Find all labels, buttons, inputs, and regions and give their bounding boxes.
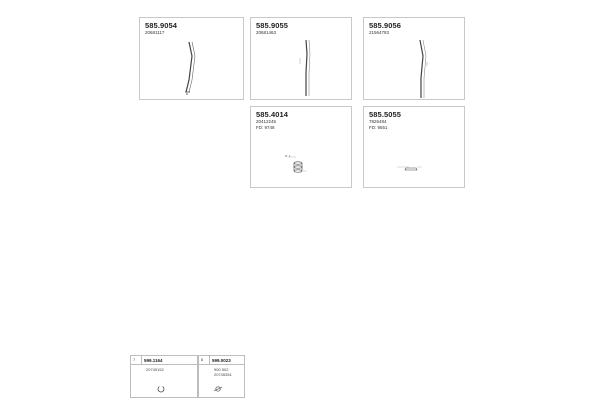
part-number: 585.9054 bbox=[145, 21, 178, 30]
bolt-icon bbox=[199, 356, 246, 399]
part-code: 21564783 bbox=[369, 30, 390, 35]
part-number: 585.9056 bbox=[369, 21, 402, 30]
accessory-card-599-1164[interactable] bbox=[130, 355, 198, 398]
part-card-585-4014[interactable] bbox=[250, 106, 352, 188]
part-code: 20681463 bbox=[256, 30, 277, 35]
part-code: 7826484 bbox=[369, 119, 387, 124]
accessory-index: 7 bbox=[133, 357, 136, 362]
part-fd: FD: 9748 bbox=[256, 125, 275, 130]
clamp-drawing bbox=[251, 107, 353, 189]
part-card-585-9056[interactable] bbox=[363, 17, 465, 100]
part-number: 585.4014 bbox=[256, 110, 289, 119]
part-card-585-5055[interactable] bbox=[363, 106, 465, 188]
exhaust-pipe-drawing bbox=[364, 18, 466, 101]
exhaust-pipe-drawing bbox=[251, 18, 353, 101]
ring-icon bbox=[131, 356, 199, 399]
accessory-code: 20745152 bbox=[146, 367, 164, 372]
accessory-card-599-0023[interactable] bbox=[198, 355, 245, 398]
accessory-index: 8 bbox=[201, 357, 204, 362]
gasket-drawing bbox=[364, 107, 466, 189]
part-fd: FD: 9551 bbox=[369, 125, 388, 130]
part-number: 585.9055 bbox=[256, 21, 289, 30]
part-code: 20412245 bbox=[256, 119, 277, 124]
accessory-code: 20745351 bbox=[214, 372, 232, 377]
accessory-part-number: 599.1164 bbox=[144, 357, 163, 363]
part-number: 585.5055 bbox=[369, 110, 402, 119]
part-code: 20681117 bbox=[145, 30, 165, 35]
exhaust-pipe-drawing bbox=[140, 18, 245, 101]
part-card-585-9054[interactable] bbox=[139, 17, 244, 100]
diagram-label: D: 1 bbox=[285, 154, 291, 158]
accessory-code: 900 502 bbox=[214, 367, 229, 372]
part-card-585-9055[interactable] bbox=[250, 17, 352, 100]
accessory-part-number: 599.0023 bbox=[212, 357, 231, 363]
